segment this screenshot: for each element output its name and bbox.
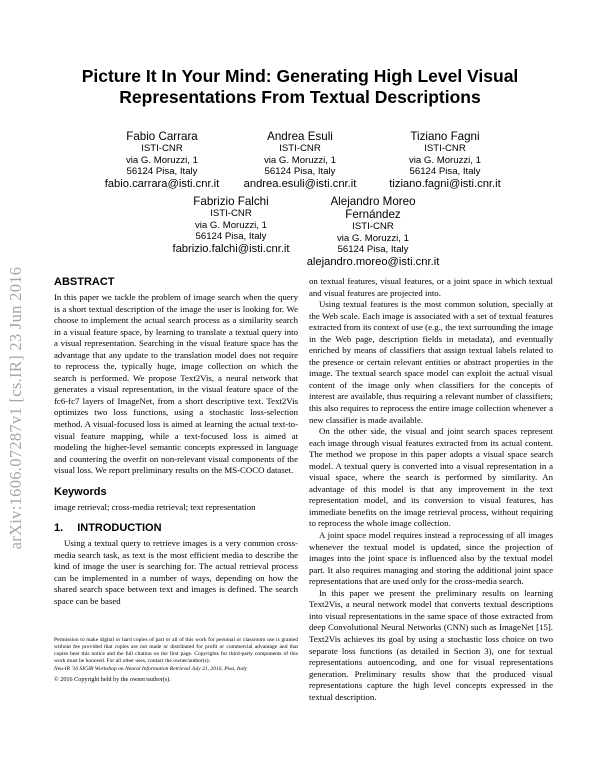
author-address: via G. Moruzzi, 1 bbox=[337, 232, 409, 244]
author-city: 56124 Pisa, Italy bbox=[409, 166, 481, 178]
author-block bbox=[156, 195, 306, 255]
section-heading bbox=[54, 522, 298, 535]
author-city: 56124 Pisa, Italy bbox=[264, 166, 336, 178]
left-column bbox=[54, 276, 298, 608]
venue-notice: Neu-IR '16 SIGIR Workshop on Neural Information Retrieval July 21, 2016, Pisa, Italy bbox=[54, 666, 248, 673]
paragraph: A joint space model requires instead a reprocessing of all images whenever the textual model is updated, since the projection of images into the joint space is influenced also by the textual model part. It also requires managing and storing the additional joint space representations that are used only for the cross-media search. bbox=[309, 530, 553, 587]
author-block bbox=[370, 130, 520, 190]
author-address: via G. Moruzzi, 1 bbox=[126, 154, 198, 166]
paragraph: on textual features, visual features, or a joint space in which textual and visual features are projected into. bbox=[309, 276, 553, 298]
author-name: Andrea Esuli bbox=[267, 130, 333, 143]
author-email: alejandro.moreo@isti.cnr.it bbox=[306, 255, 440, 268]
author-address: via G. Moruzzi, 1 bbox=[195, 219, 267, 231]
author-city: 56124 Pisa, Italy bbox=[195, 231, 267, 243]
footnote bbox=[54, 637, 298, 684]
author-address: via G. Moruzzi, 1 bbox=[409, 154, 481, 166]
section-number: 1. bbox=[54, 522, 64, 535]
author-email: tiziano.fagni@isti.cnr.it bbox=[389, 177, 501, 190]
author-name: Tiziano Fagni bbox=[410, 130, 480, 143]
author-block bbox=[87, 130, 237, 190]
abstract-heading: ABSTRACT bbox=[54, 276, 115, 288]
author-email: fabrizio.falchi@isti.cnr.it bbox=[172, 242, 290, 255]
copyright-notice: © 2016 Copyright held by the owner/author(s). bbox=[54, 676, 171, 684]
paragraph: In this paper we present the preliminary results on learning Text2Vis, a neural network model that converts textual descriptions into visual representations in the same space of those extracted from deep Convolutional Neural Networks (CNN) such as ImageNet [15]. Text2Vis achieves its goal by using a stochastic loss choice on two separate loss functions (as detailed in Section 3), one for textual representations autoencoding, and one for visual representations generation. Preliminary results show that the produced visual representations capture the high level concepts expressed in the textual description. bbox=[309, 587, 553, 702]
author-block bbox=[225, 130, 375, 190]
author-affiliation: ISTI-CNR bbox=[279, 143, 321, 154]
author-city: 56124 Pisa, Italy bbox=[337, 244, 409, 256]
author-email: andrea.esuli@isti.cnr.it bbox=[243, 177, 357, 190]
keywords-text: image retrieval; cross-media retrieval; text representation bbox=[54, 501, 256, 512]
author-affiliation: ISTI-CNR bbox=[210, 208, 252, 219]
author-name: Fabio Carrara bbox=[126, 130, 198, 143]
keywords-heading: Keywords bbox=[54, 485, 107, 498]
arxiv-stamp: arXiv:1606.07287v1 [cs.IR] 23 Jun 2016 bbox=[6, 266, 25, 550]
author-email: fabio.carrara@isti.cnr.it bbox=[104, 177, 220, 190]
author-name: Fabrizio Falchi bbox=[193, 195, 269, 208]
paper-title: Picture It In Your Mind: Generating High Level Visual Representations From Textual Descriptions bbox=[81, 66, 519, 107]
author-block bbox=[298, 195, 448, 268]
author-affiliation: ISTI-CNR bbox=[424, 143, 466, 154]
paragraph: On the other side, the visual and joint search spaces represent each image through visual features extracted from its actual content. The method we propose in this paper adopts a visual space search model. A textual query is converted into a visual representation in a visual space, where the search is performed by similarity. An advantage of this model is that any improvement in the text representation model, and its conversion to visual features, has immediate benefits on the image retrieval process, without requiring to reprocess the whole image collection. bbox=[309, 426, 553, 529]
author-address: via G. Moruzzi, 1 bbox=[264, 154, 336, 166]
author-affiliation: ISTI-CNR bbox=[352, 221, 394, 232]
right-column bbox=[309, 276, 553, 703]
section-title: INTRODUCTION bbox=[77, 522, 162, 535]
author-city: 56124 Pisa, Italy bbox=[126, 166, 198, 178]
author-affiliation: ISTI-CNR bbox=[141, 143, 183, 154]
paragraph: Using textual features is the most common solution, specially at the Web scale. Each image is associated with a set of textual features extracted from its context of use (e.g., the text surrounding the image in the Web page, description fields in metadata), and eventually enriched by means of classifiers that assign textual labels related to the presence or certain relevant entities or abstract properties in the image. The textual search space model can exploit the actual visual content of the image only when classifiers for the concepts of interest are available, thus requiring a relevant number of classifiers; this also requires to reprocess the entire image collection whenever a new classifier is made available. bbox=[309, 299, 553, 425]
paragraph: Using a textual query to retrieve images is a very common cross-media search task, as text is the most efficient media to describe the kind of image the user is searching for. The actual retrieval process can be implemented in a number of ways, depending on how the shared search space between text and images is defined. The search space can be based bbox=[54, 538, 298, 607]
abstract-text: In this paper we tackle the problem of image search when the query is a short textual description of the image the user is looking for. We choose to implement the actual search process as a similarity search in a visual feature space, by learning to translate a textual query into a visual representation. Searching in the visual feature space has the advantage that any update to the translation model does not require to reprocess the, typically huge, image collection on which the search is performed. We propose Text2Vis, a neural network that generates a visual representation, in the visual feature space of the fc6-fc7 layers of ImageNet, from a short descriptive text. Text2Vis optimizes two loss functions, using a stochastic loss-selection method. A visual-focused loss is aimed at learning the actual text-to-visual feature mapping, while a text-focused loss is aimed at modeling the higher-level semantic concepts expressed in language and countering the overfit on non-relevant visual components of the visual loss. We report preliminary results on the MS-COCO dataset. bbox=[54, 292, 298, 476]
permission-notice: Permission to make digital or hard copies of part or all of this work for personal or classroom use is granted without fee provided that copies are not made or distributed for profit or commercial advantage and that copies bear this notice and the full citation on the first page. Copyrights for third-party components of this work must be honored. For all other uses, contact the owner/author(s). bbox=[54, 637, 298, 665]
author-name: Alejandro Moreo Fernández bbox=[330, 195, 416, 221]
